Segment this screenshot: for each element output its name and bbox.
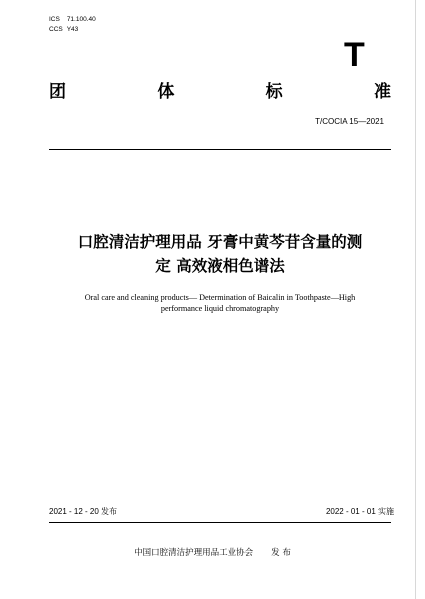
standard-category-letter: T	[344, 36, 365, 74]
english-title-line-1: Oral care and cleaning products— Determination of Baicalin in Toothpaste—High	[84, 293, 356, 302]
classification-codes	[49, 15, 96, 35]
standard-type-char-3: 标	[265, 82, 283, 102]
header-divider-line	[49, 149, 391, 150]
ccs-value: Y43	[66, 26, 79, 33]
publisher-action: 发 布	[271, 548, 291, 558]
implementation-date: 2022 - 01 - 01 实施	[325, 507, 394, 516]
english-title-line-2: performance liquid chromatography	[160, 304, 280, 313]
page-edge-divider	[415, 0, 416, 599]
standard-number: T/COCIA 15—2021	[315, 117, 384, 126]
chinese-title	[40, 230, 400, 278]
standard-type-char-1: 团	[49, 82, 66, 102]
ccs-label: CCS	[49, 26, 63, 33]
ics-value: 71.100.40	[66, 16, 96, 23]
issue-date: 2021 - 12 - 20 发布	[49, 507, 118, 516]
standard-type-heading	[49, 82, 391, 102]
date-row	[49, 507, 394, 517]
publisher-name: 中国口腔清洁护理用品工业协会	[134, 548, 254, 558]
standard-type-char-4: 准	[373, 82, 391, 102]
chinese-title-line-2: 定 高效液相色谱法	[155, 257, 285, 275]
english-title	[40, 292, 400, 314]
chinese-title-line-1: 口腔清洁护理用品 牙膏中黄芩苷含量的测	[77, 233, 363, 251]
ccs-code-row	[49, 25, 96, 35]
ics-label: ICS	[49, 16, 60, 23]
footer-divider-line	[49, 522, 391, 523]
ics-code-row	[49, 15, 96, 25]
publisher-line	[0, 548, 425, 559]
standard-type-char-2: 体	[157, 82, 175, 102]
